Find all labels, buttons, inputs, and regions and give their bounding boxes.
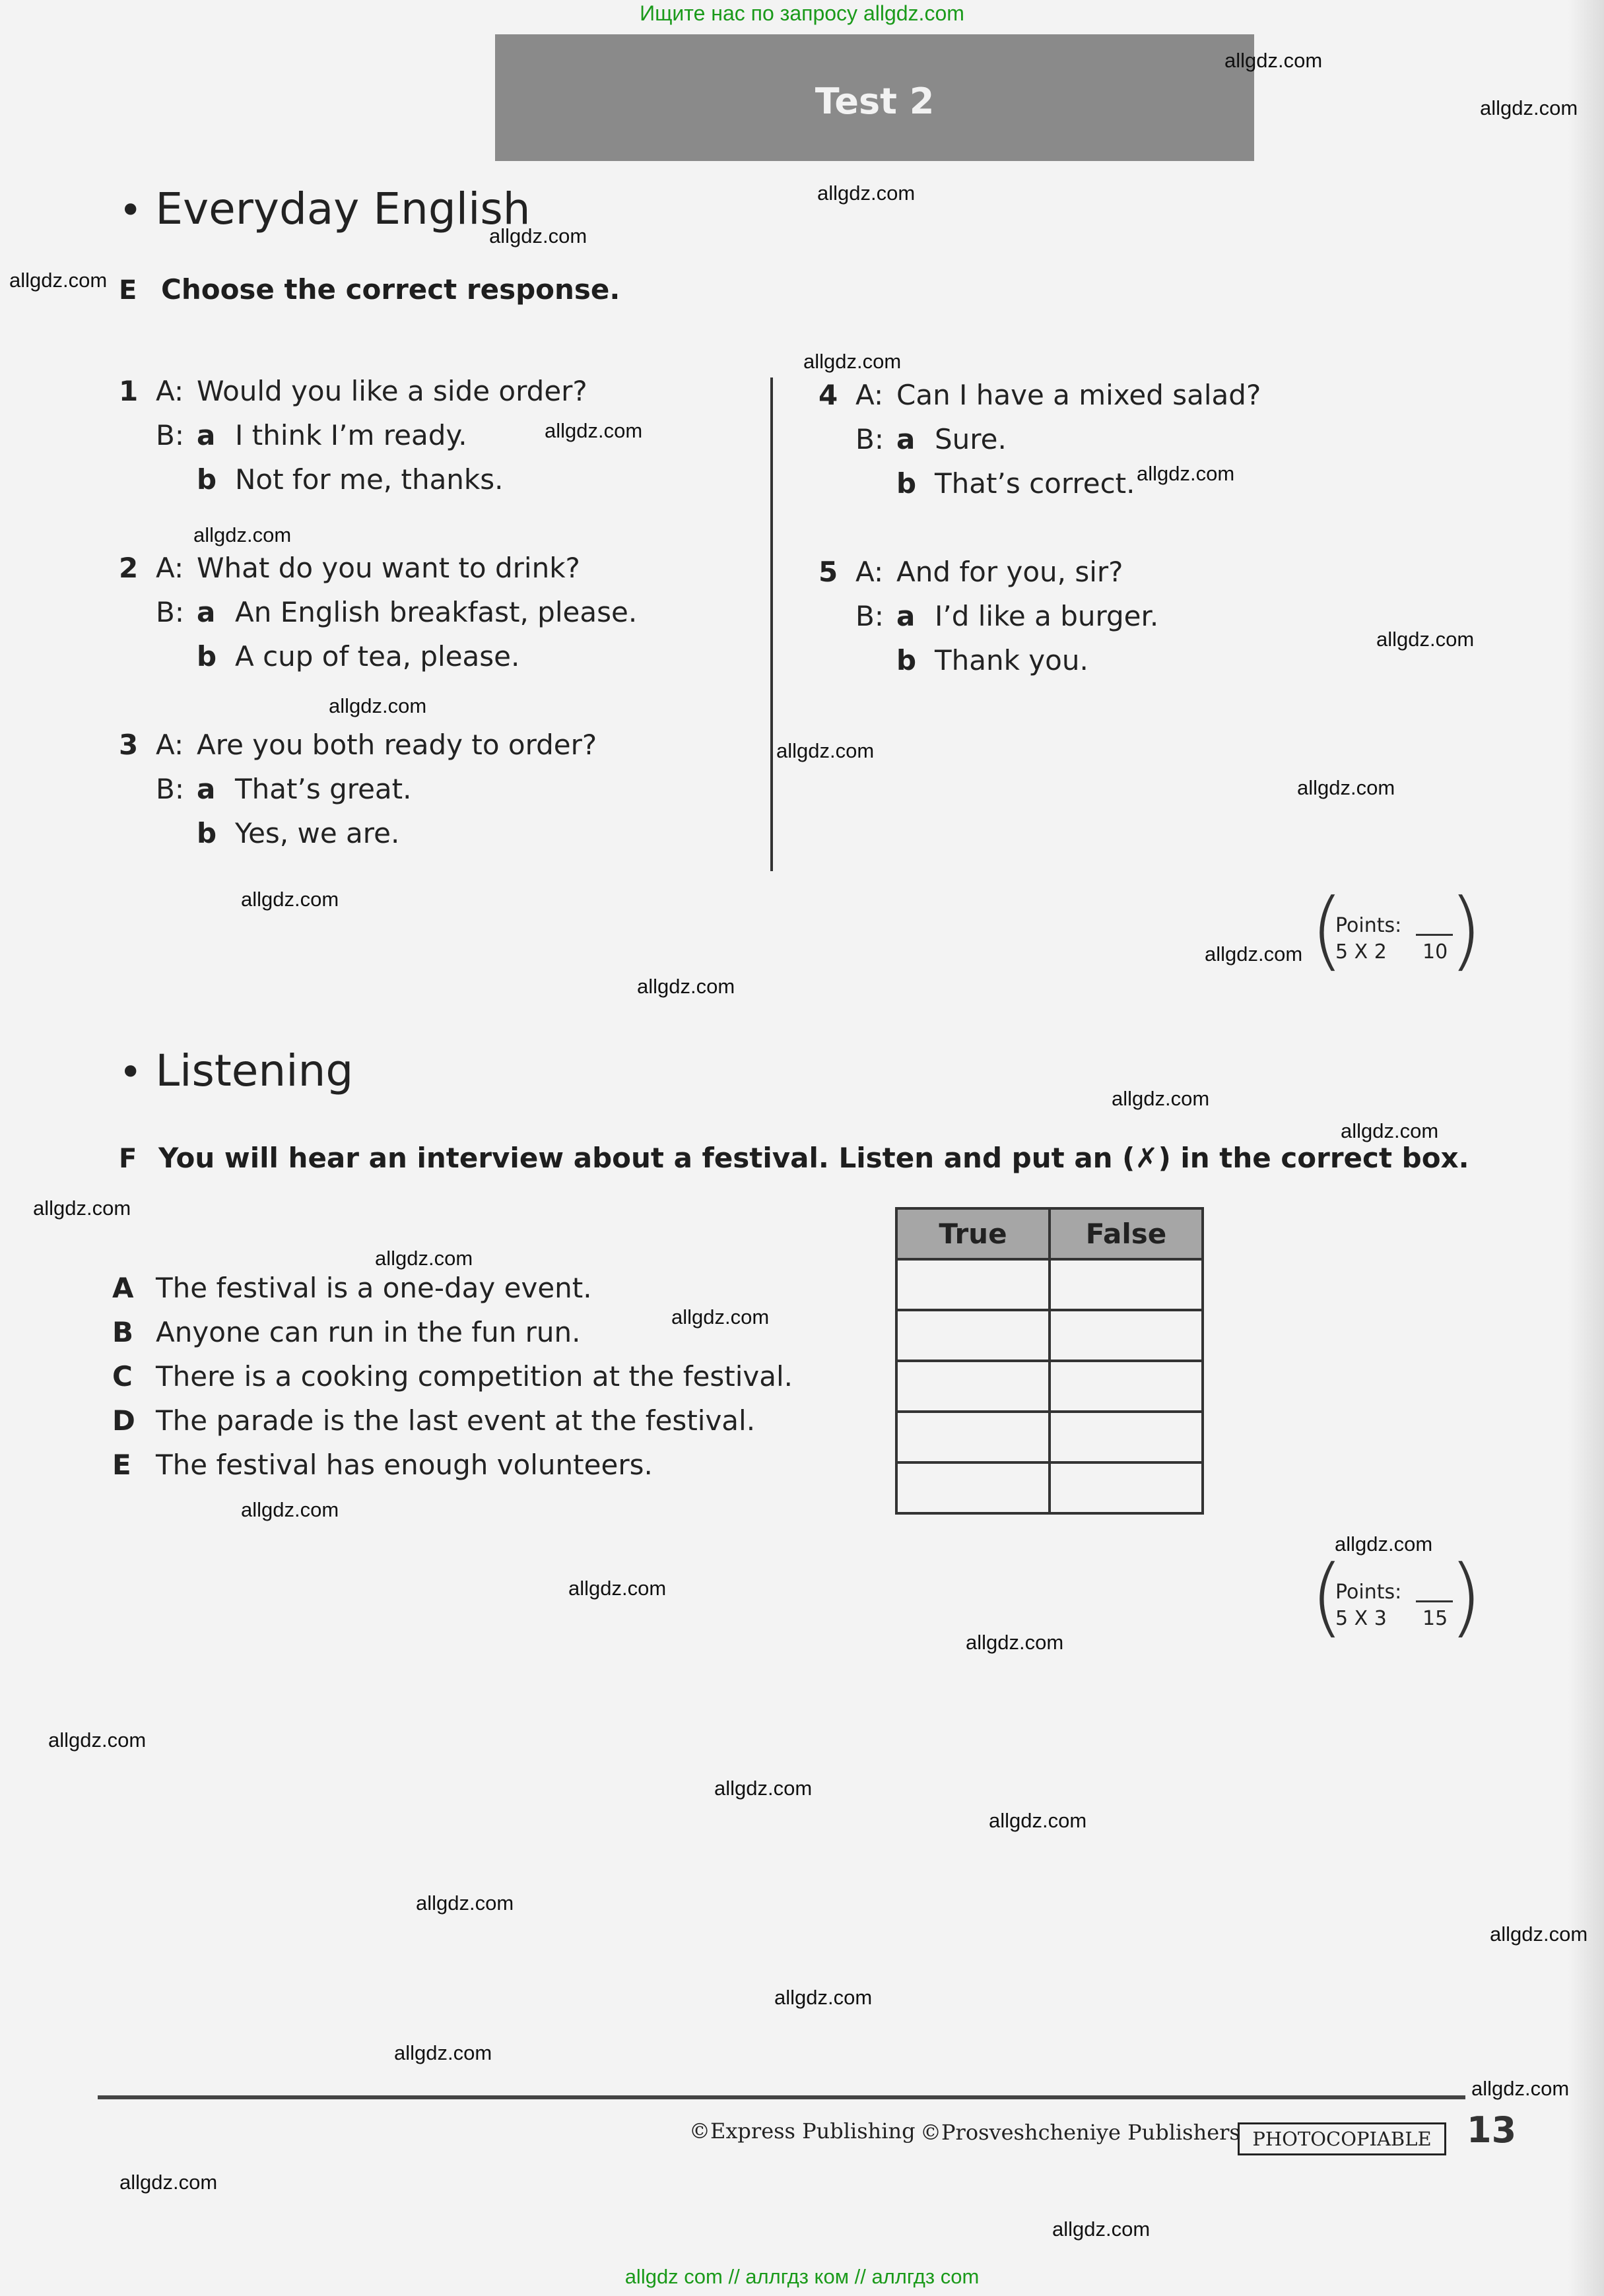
watermark: allgdz.com — [966, 1631, 1064, 1654]
watermark: allgdz.com — [545, 419, 643, 442]
question-5-option-a: B: a I’d like a burger. — [855, 600, 1159, 632]
watermark: allgdz.com — [1471, 2077, 1570, 2100]
answer-box-c-false[interactable] — [1050, 1361, 1203, 1412]
question-1-option-a: B: a I think I’m ready. — [156, 419, 467, 451]
watermark: allgdz.com — [568, 1577, 667, 1600]
exercise-letter: F — [119, 1144, 137, 1174]
page-edge-shadow — [1568, 0, 1604, 2296]
photocopiable-badge: PHOTOCOPIABLE — [1238, 2122, 1446, 2155]
top-banner-link[interactable]: Ищите нас по запросу allgdz.com — [640, 1, 964, 25]
section-listening-heading — [119, 1045, 353, 1096]
watermark: allgdz.com — [714, 1777, 813, 1800]
answer-box-a-false[interactable] — [1050, 1259, 1203, 1310]
watermark: allgdz.com — [1052, 2217, 1151, 2241]
question-1: 1 A: Would you like a side order? — [119, 375, 587, 407]
points-label: Points: — [1335, 1581, 1402, 1604]
instruction-text: Choose the correct response. — [161, 273, 620, 306]
watermark: allgdz.com — [394, 2041, 492, 2064]
question-2-option-b: b A cup of tea, please. — [197, 640, 520, 672]
answer-box-d-true[interactable] — [896, 1412, 1050, 1462]
true-false-table — [895, 1207, 1204, 1515]
question-2: 2 A: What do you want to drink? — [119, 552, 580, 584]
section-everyday-english-heading — [119, 183, 531, 234]
watermark: allgdz.com — [989, 1809, 1087, 1832]
bullet-icon: • — [119, 187, 143, 234]
question-4: 4 A: Can I have a mixed salad? — [819, 379, 1261, 411]
right-paren: ) — [1449, 1546, 1483, 1647]
watermark: allgdz.com — [416, 1891, 514, 1915]
points-label: Points: — [1335, 914, 1402, 937]
answer-box-d-false[interactable] — [1050, 1412, 1203, 1462]
question-3-option-b: b Yes, we are. — [197, 817, 400, 849]
copyright-prosveshcheniye: ©Prosveshcheniye Publishers — [920, 2120, 1240, 2145]
points-total: 15 — [1422, 1607, 1448, 1630]
fraction-line — [1416, 934, 1453, 936]
exercise-letter: E — [119, 275, 137, 306]
statement-c: C There is a cooking competition at the festival. — [112, 1360, 793, 1393]
statement-b: B Anyone can run in the fun run. — [112, 1316, 581, 1348]
exercise-e-instruction — [119, 273, 620, 306]
question-4-option-a: B: a Sure. — [855, 423, 1007, 455]
statement-a: A The festival is a one-day event. — [112, 1272, 592, 1304]
watermark: allgdz.com — [1224, 49, 1323, 72]
points-box-e — [1310, 880, 1483, 993]
bullet-icon: • — [119, 1049, 143, 1096]
answer-box-b-false[interactable] — [1050, 1310, 1203, 1361]
question-2-option-a: B: a An English breakfast, please. — [156, 596, 638, 628]
watermark: allgdz.com — [1335, 1532, 1433, 1556]
page-number: 13 — [1467, 2109, 1517, 2151]
answer-box-c-true[interactable] — [896, 1361, 1050, 1412]
watermark: allgdz.com — [1297, 776, 1395, 799]
points-total: 10 — [1422, 940, 1448, 964]
bottom-banner-link[interactable]: allgdz com // аллгдз ком // аллгдз com — [624, 2265, 980, 2288]
watermark: allgdz.com — [1205, 942, 1303, 966]
section-title: Everyday English — [155, 183, 531, 234]
question-5-option-b: b Thank you. — [896, 644, 1088, 676]
section-title: Listening — [155, 1045, 354, 1096]
question-3-option-a: B: a That’s great. — [156, 773, 412, 805]
watermark: allgdz.com — [33, 1197, 131, 1220]
watermark: allgdz.com — [119, 2171, 218, 2194]
watermark: allgdz.com — [241, 888, 339, 911]
statement-e: E The festival has enough volunteers. — [112, 1449, 653, 1481]
question-3: 3 A: Are you both ready to order? — [119, 729, 597, 761]
watermark: allgdz.com — [776, 739, 875, 762]
points-formula: 5 X 2 — [1335, 940, 1387, 964]
watermark: allgdz.com — [241, 1498, 339, 1521]
watermark: allgdz.com — [671, 1305, 770, 1328]
watermark: allgdz.com — [329, 694, 427, 717]
watermark: allgdz.com — [489, 224, 587, 247]
watermark: allgdz.com — [803, 350, 902, 373]
question-5: 5 A: And for you, sir? — [819, 556, 1123, 588]
watermark: allgdz.com — [637, 975, 735, 998]
question-4-option-b: b That’s correct. — [896, 467, 1135, 500]
watermark: allgdz.com — [817, 181, 916, 205]
points-box-f — [1310, 1546, 1483, 1660]
watermark: allgdz.com — [9, 269, 108, 292]
left-paren: ( — [1310, 1546, 1344, 1647]
answer-box-e-false[interactable] — [1050, 1462, 1203, 1513]
question-1-option-b: b Not for me, thanks. — [197, 463, 504, 496]
watermark: allgdz.com — [1376, 628, 1475, 651]
false-header: False — [1050, 1208, 1203, 1259]
watermark: allgdz.com — [1490, 1922, 1588, 1946]
watermark: allgdz.com — [375, 1247, 473, 1270]
test-title: Test 2 — [815, 81, 935, 122]
answer-box-b-true[interactable] — [896, 1310, 1050, 1361]
true-header: True — [896, 1208, 1050, 1259]
statement-d: D The parade is the last event at the festival. — [112, 1404, 756, 1437]
left-paren: ( — [1310, 880, 1344, 980]
watermark: allgdz.com — [774, 1986, 873, 2009]
right-paren: ) — [1449, 880, 1483, 980]
column-separator — [770, 377, 773, 871]
footer-rule — [98, 2095, 1465, 2099]
instruction-text: You will hear an interview about a festival. Listen and put an (✗) in the correct box. — [158, 1142, 1469, 1174]
answer-box-e-true[interactable] — [896, 1462, 1050, 1513]
watermark: allgdz.com — [1480, 96, 1578, 119]
watermark: allgdz.com — [1341, 1119, 1439, 1142]
watermark: allgdz.com — [1112, 1087, 1210, 1110]
watermark: allgdz.com — [48, 1728, 147, 1752]
copyright-express: ©Express Publishing — [689, 2118, 916, 2144]
fraction-line — [1416, 1600, 1453, 1602]
answer-box-a-true[interactable] — [896, 1259, 1050, 1310]
watermark: allgdz.com — [193, 523, 292, 546]
watermark: allgdz.com — [1137, 462, 1235, 485]
points-formula: 5 X 3 — [1335, 1607, 1387, 1630]
exercise-f-instruction — [119, 1142, 1469, 1174]
